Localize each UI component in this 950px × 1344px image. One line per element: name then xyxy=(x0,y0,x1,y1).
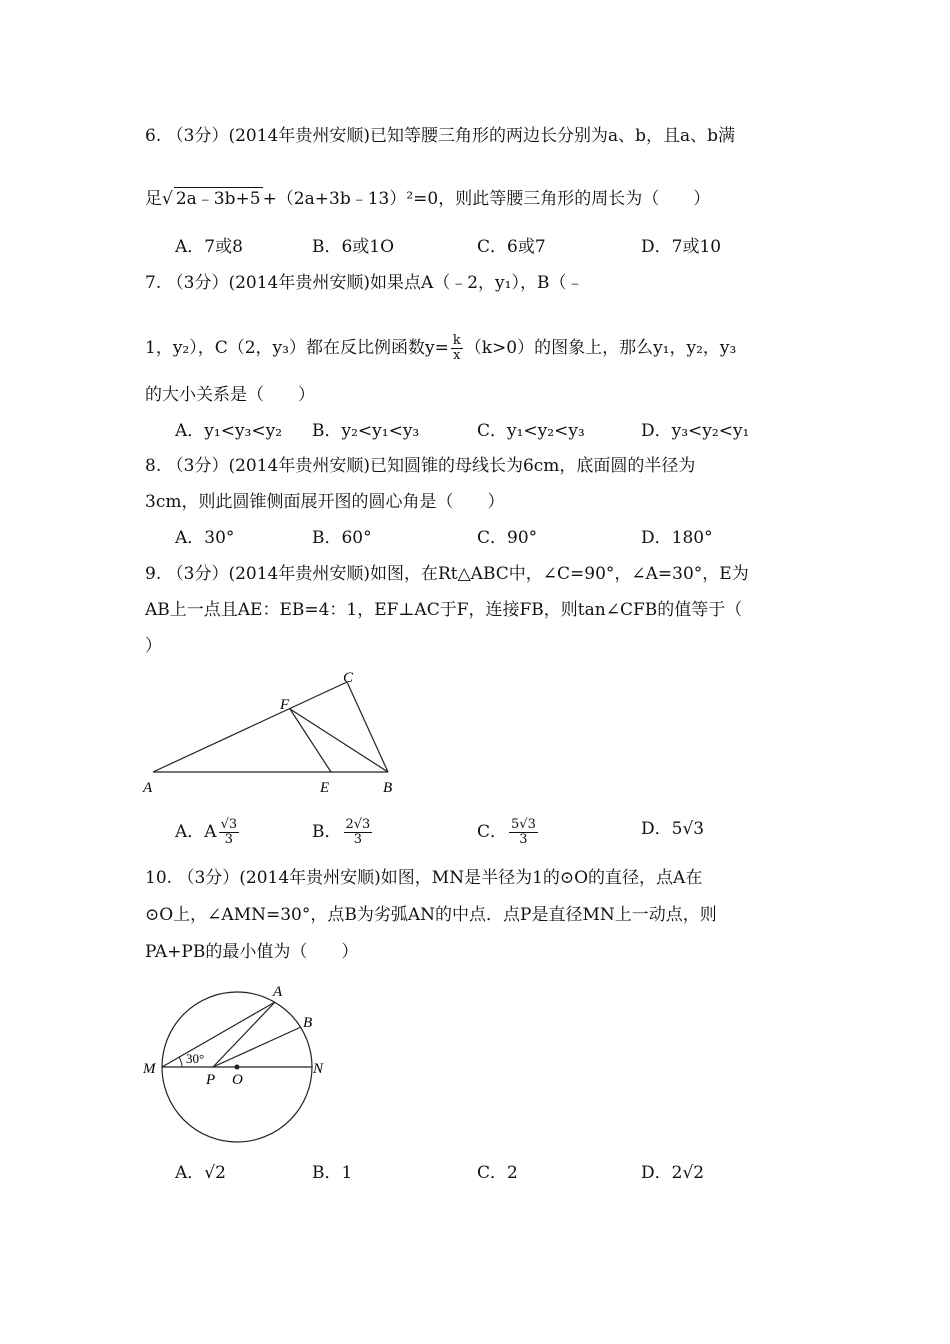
q9-option-a-coef: A xyxy=(204,822,217,842)
sqrt-icon: √ xyxy=(162,189,173,209)
q10-label-p: P xyxy=(206,1072,216,1088)
q9-option-c-fraction xyxy=(509,818,538,847)
q10-angle-label: 30° xyxy=(186,1051,205,1066)
q9-option-b-fraction xyxy=(344,818,373,847)
q8-option-b[interactable]: B．60° xyxy=(312,528,372,548)
q7-line2-prefix: 1，y₂），C（2，y₃）都在反比例函数y= xyxy=(145,338,449,358)
q9-option-a[interactable] xyxy=(175,818,241,847)
q9-option-b-numerator: 2√3 xyxy=(345,817,371,832)
q9-option-a-denominator: 3 xyxy=(224,832,233,847)
q9-option-d[interactable] xyxy=(641,818,704,840)
q9-option-c-denominator: 3 xyxy=(519,832,528,847)
q8-option-c[interactable]: C．90° xyxy=(477,528,538,548)
q7-line2-suffix: （k>0）的图象上，那么y₁，y₂，y₃ xyxy=(464,338,737,358)
q9-stem-line2: AB上一点且AE：EB=4：1，EF⊥AC于F，连接FB，则tan∠CFB的值等于（ xyxy=(145,600,743,620)
q7-fraction xyxy=(451,334,463,363)
q7-stem-line1: 7. （3分）(2014年贵州安顺)如果点A（﹣2，y₁），B（﹣ xyxy=(145,273,584,293)
q9-stem-line1: 9. （3分）(2014年贵州安顺)如图，在Rt△ABC中，∠C=90°，∠A=30°，E为 xyxy=(145,564,749,584)
q9-triangle-figure xyxy=(135,662,405,802)
q9-option-c[interactable] xyxy=(477,818,540,847)
q10-center-point xyxy=(235,1065,240,1070)
q9-label-f: F xyxy=(280,697,290,713)
q7-fraction-denominator: x xyxy=(453,348,461,363)
q10-stem-line1: 10. （3分）(2014年贵州安顺)如图，MN是半径为1的⊙O的直径，点A在 xyxy=(145,868,703,888)
q9-option-d-value: 5√3 xyxy=(671,819,705,839)
q9-option-c-numerator: 5√3 xyxy=(511,817,536,832)
q10-circle-figure xyxy=(135,978,345,1148)
q8-option-a[interactable]: A．30° xyxy=(175,528,235,548)
q9-label-b: B xyxy=(383,780,393,796)
q10-label-m: M xyxy=(143,1061,156,1077)
q10-option-c[interactable]: C．2 xyxy=(477,1163,518,1183)
q6-option-a[interactable]: A．7或8 xyxy=(175,237,243,257)
q7-option-b[interactable]: B．y₂<y₁<y₃ xyxy=(312,421,420,441)
q7-option-d[interactable]: D．y₃<y₂<y₁ xyxy=(641,421,750,441)
q7-stem-line2 xyxy=(145,334,736,363)
q10-stem-line2: ⊙O上，∠AMN=30°，点B为劣弧AN的中点．点P是直径MN上一动点，则 xyxy=(145,905,717,925)
q10-segment-pa xyxy=(213,1002,275,1067)
q10-angle-arc xyxy=(179,1057,182,1067)
q10-option-d[interactable]: D．2√2 xyxy=(641,1163,705,1183)
q10-label-a: A xyxy=(273,984,283,1000)
q9-segment-fe xyxy=(290,709,331,772)
q9-option-b-denominator: 3 xyxy=(353,832,363,847)
q6-line2-suffix: +（2a+3b﹣13）²=0，则此等腰三角形的周长为（ ） xyxy=(262,189,711,209)
q6-stem-line1: 6. （3分）(2014年贵州安顺)已知等腰三角形的两边长分别为a、b，且a、b满 xyxy=(145,126,736,146)
q10-label-o: O xyxy=(232,1072,243,1088)
q7-fraction-numerator: k xyxy=(452,333,461,348)
q9-label-e: E xyxy=(320,780,330,796)
q9-label-a: A xyxy=(143,780,153,796)
q7-option-a[interactable]: A．y₁<y₃<y₂ xyxy=(175,421,283,441)
q9-option-b-label: B． xyxy=(312,822,342,842)
q9-label-c: C xyxy=(343,670,354,686)
q8-stem-line1: 8. （3分）(2014年贵州安顺)已知圆锥的母线长为6cm，底面圆的半径为 xyxy=(145,456,696,476)
q9-option-a-numerator: √3 xyxy=(220,817,238,832)
q10-option-b[interactable]: B．1 xyxy=(312,1163,353,1183)
q6-stem-line2 xyxy=(145,187,710,210)
q10-label-n: N xyxy=(313,1061,324,1077)
q10-stem-line3: PA+PB的最小值为（ ） xyxy=(145,942,359,962)
q6-sqrt-expression: 2a﹣3b+5 xyxy=(175,189,261,209)
q8-option-d[interactable]: D．180° xyxy=(641,528,713,548)
q9-stem-line3: ） xyxy=(145,636,162,656)
q9-option-a-label: A． xyxy=(175,822,205,842)
q10-label-b: B xyxy=(303,1015,313,1031)
q8-stem-line2: 3cm，则此圆锥侧面展开图的圆心角是（ ） xyxy=(145,492,505,512)
q6-option-b[interactable]: B．6或1O xyxy=(312,237,395,257)
q6-option-d[interactable]: D．7或10 xyxy=(641,237,722,257)
q7-option-c[interactable]: C．y₁<y₂<y₃ xyxy=(477,421,585,441)
q9-option-c-label: C． xyxy=(477,822,508,842)
q9-option-d-label: D． xyxy=(641,819,672,839)
q7-stem-line3: 的大小关系是（ ） xyxy=(145,385,315,405)
q9-option-a-fraction xyxy=(219,818,240,847)
q6-option-c[interactable]: C．6或7 xyxy=(477,237,546,257)
q6-line2-prefix: 足 xyxy=(145,189,162,209)
q10-option-a[interactable]: A．√2 xyxy=(175,1163,226,1183)
q9-option-b[interactable] xyxy=(312,818,374,847)
q10-segment-pb xyxy=(213,1027,301,1067)
